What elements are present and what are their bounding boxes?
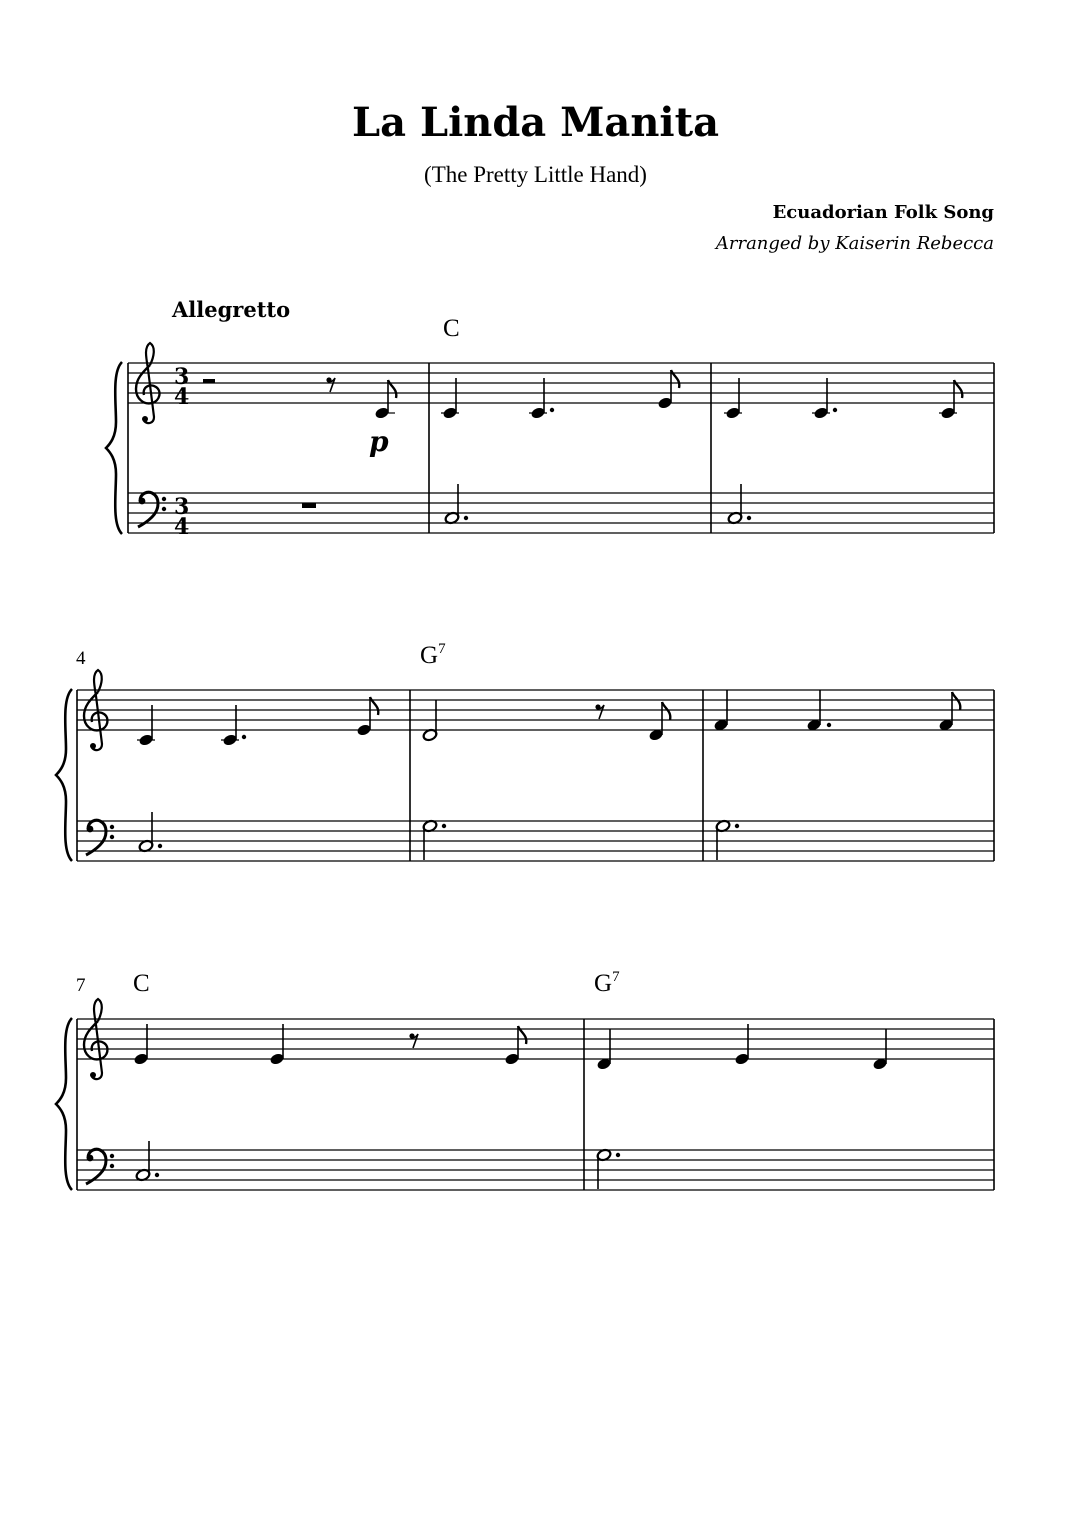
chord-symbol-m2: C [443, 315, 460, 342]
note-d4-half [422, 700, 438, 742]
song-title: La Linda Manita [351, 99, 720, 146]
note-c3-dotted-half [138, 812, 162, 853]
chord-symbol-m7: C [133, 970, 150, 997]
note-f4-eighth [938, 692, 960, 732]
system-3 [56, 999, 994, 1190]
note-c4-dotted-quarter [529, 378, 554, 420]
note-e4-quarter [133, 1024, 149, 1066]
chord-symbol-m8: $G^7$ [594, 969, 620, 997]
note-c4-dotted-quarter [221, 705, 246, 747]
note-f4-quarter [713, 690, 729, 732]
eighth-rest [409, 1033, 418, 1048]
note-e4-quarter [734, 1024, 750, 1066]
measure-number-4: 4 [76, 648, 86, 669]
half-rest [203, 379, 215, 383]
brace-icon [56, 689, 72, 861]
note-e4-eighth [356, 697, 378, 737]
tempo-marking: Allegretto [172, 297, 291, 322]
note-c3-dotted-half [135, 1141, 159, 1182]
note-g3-dotted-half [715, 819, 739, 860]
chord-symbol-m5: $G^7$ [420, 641, 446, 669]
note-f4-dotted-quarter [806, 690, 831, 732]
note-d4-quarter [872, 1029, 888, 1071]
measure-number-7: 7 [76, 975, 86, 996]
note-c4-quarter [724, 378, 742, 420]
note-c4-quarter [441, 378, 459, 420]
brace-icon [106, 362, 122, 534]
note-e4-quarter [269, 1024, 285, 1066]
note-c4-eighth [939, 380, 962, 420]
time-sig-top-bass: 3 [174, 494, 190, 520]
composer-credit: Ecuadorian Folk Song [772, 202, 994, 223]
note-c3-dotted-half [727, 484, 751, 525]
note-c4-dotted-quarter [812, 378, 837, 420]
note-g3-dotted-half [596, 1148, 620, 1189]
dynamic-piano: p [369, 425, 389, 458]
whole-rest [302, 503, 316, 508]
time-sig-bottom: 4 [174, 384, 190, 410]
brace-icon [56, 1018, 72, 1190]
note-c4-eighth [374, 380, 396, 420]
note-c3-dotted-half [444, 484, 468, 525]
note-e4-eighth [657, 370, 679, 410]
system-1 [106, 343, 994, 540]
bass-clef-icon [138, 492, 166, 527]
note-d4-quarter [596, 1029, 612, 1071]
arranger-credit: Arranged by Kaiserin Rebecca [715, 233, 994, 254]
eighth-rest [326, 377, 335, 392]
bass-clef-icon [86, 1149, 114, 1184]
note-d4-eighth [648, 702, 670, 742]
song-subtitle: (The Pretty Little Hand) [424, 162, 647, 187]
time-sig-top: 3 [174, 364, 190, 390]
bass-clef-icon [86, 820, 114, 855]
note-e4-eighth [504, 1026, 526, 1066]
time-sig-bottom-bass: 4 [174, 514, 190, 540]
note-c4-quarter [137, 705, 155, 747]
system-2 [56, 670, 994, 861]
note-g3-dotted-half [422, 819, 446, 860]
eighth-rest [595, 704, 604, 719]
